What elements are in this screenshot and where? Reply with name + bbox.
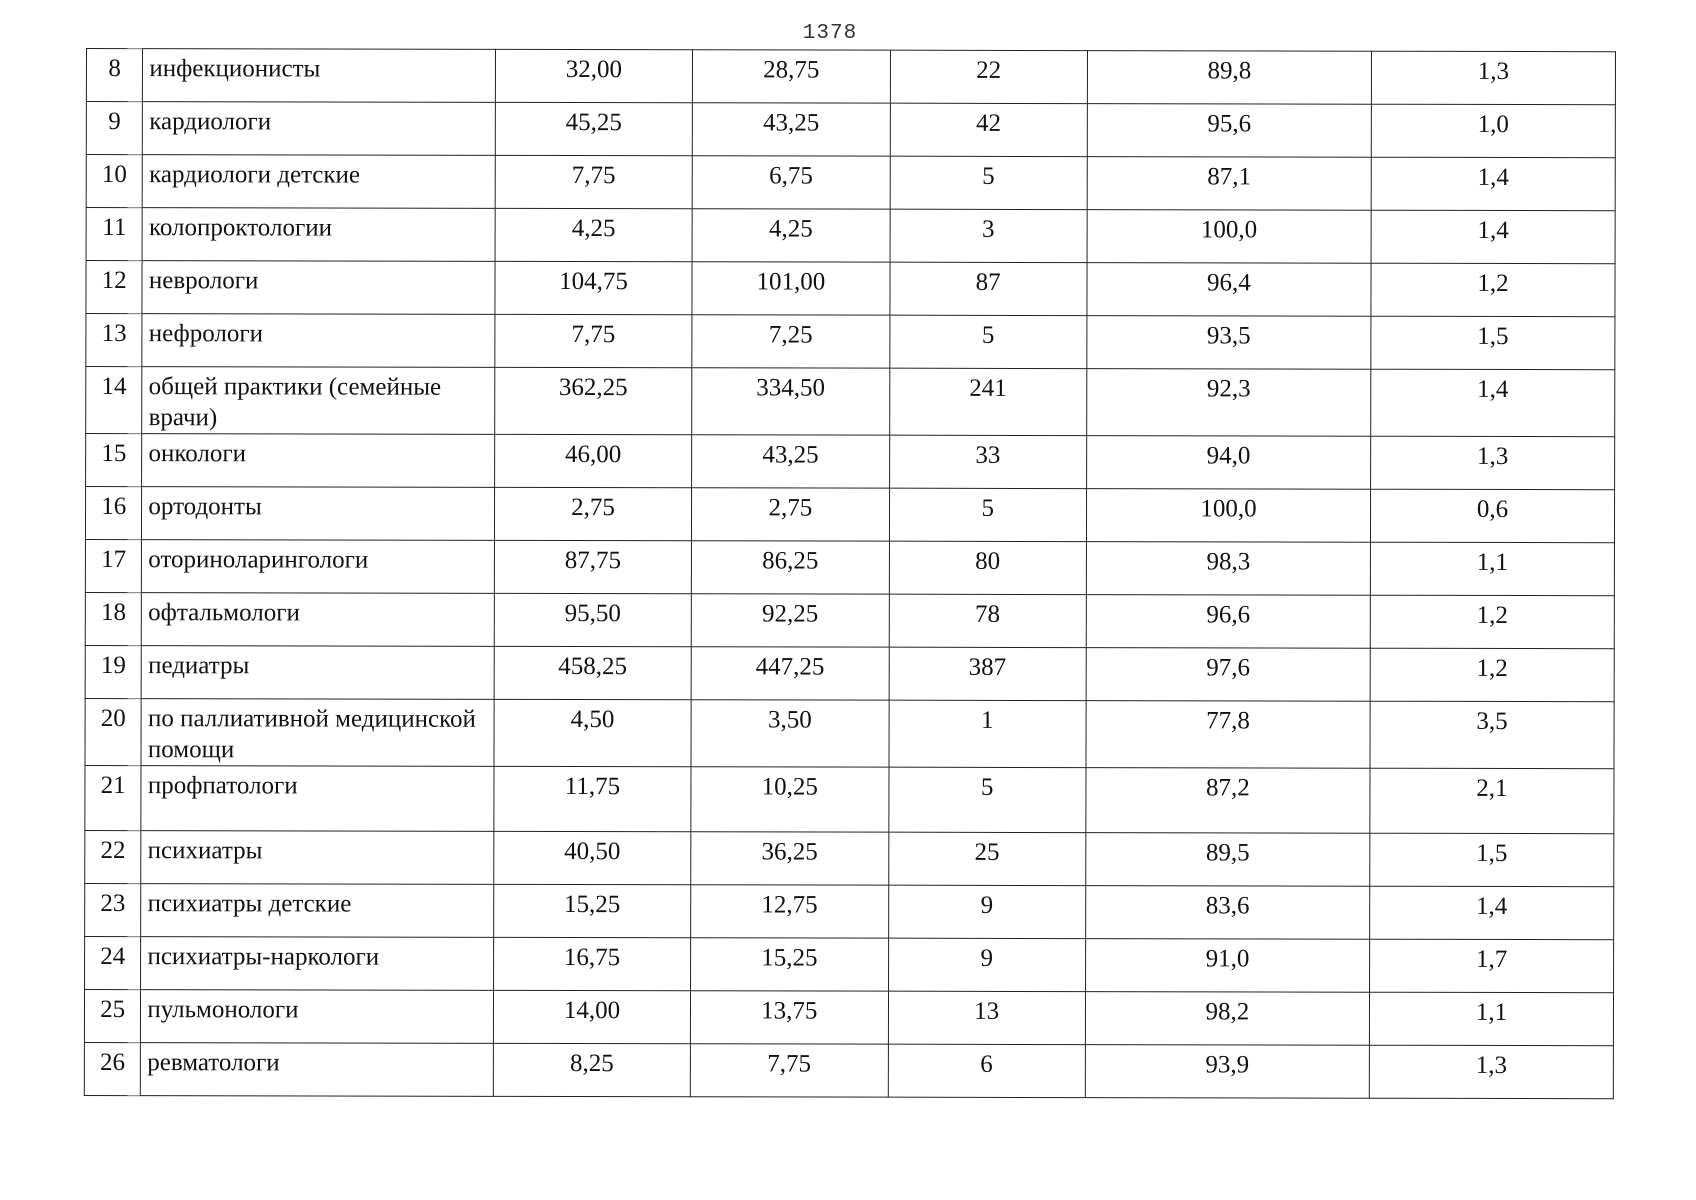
table-row [85, 698, 1614, 768]
value-cell-5: 1,5 [1371, 316, 1615, 370]
value-cell-5: 1,0 [1371, 104, 1615, 158]
row-number-cell: 24 [85, 936, 141, 989]
table-row [86, 155, 1615, 211]
page-number: 1378 [802, 22, 858, 45]
value-cell-3: 33 [889, 435, 1086, 488]
specialty-name-cell: кардиологи [143, 102, 496, 156]
value-cell-5: 1,4 [1370, 886, 1614, 940]
row-number-cell: 23 [85, 883, 141, 936]
value-cell-2: 10,25 [691, 767, 888, 832]
row-number-cell: 20 [85, 698, 142, 765]
value-cell-3: 5 [890, 156, 1087, 209]
value-cell-4: 89,5 [1086, 833, 1370, 887]
row-number-cell: 16 [85, 487, 141, 540]
value-cell-5: 1,5 [1370, 833, 1614, 887]
table-row [85, 830, 1614, 886]
value-cell-2: 6,75 [692, 156, 889, 209]
value-cell-5: 1,4 [1371, 157, 1615, 211]
value-cell-1: 46,00 [494, 434, 691, 487]
specialty-name-cell: нефрологи [142, 314, 495, 368]
value-cell-1: 40,50 [494, 831, 691, 884]
table-row [85, 883, 1614, 939]
specialty-name-cell: общей практики (семейные врачи) [142, 367, 495, 435]
value-cell-2: 7,25 [692, 315, 889, 368]
data-table [84, 48, 1616, 1099]
value-cell-3: 6 [888, 1044, 1085, 1097]
table-row [86, 102, 1615, 158]
specialty-name-cell: неврологи [142, 261, 495, 315]
value-cell-2: 7,75 [690, 1044, 887, 1097]
value-cell-4: 92,3 [1087, 369, 1371, 437]
row-number-cell: 15 [86, 434, 142, 487]
row-number-cell: 13 [86, 314, 142, 367]
value-cell-5: 1,4 [1371, 210, 1615, 264]
value-cell-1: 45,25 [495, 102, 692, 155]
value-cell-1: 87,75 [494, 540, 691, 593]
value-cell-4: 96,6 [1086, 595, 1370, 649]
value-cell-1: 11,75 [494, 766, 691, 831]
value-cell-5: 3,5 [1370, 701, 1614, 769]
specialty-name-cell: пульмонологи [141, 990, 494, 1044]
value-cell-4: 83,6 [1086, 886, 1370, 940]
value-cell-5: 1,4 [1371, 369, 1615, 437]
value-cell-3: 9 [888, 885, 1085, 938]
value-cell-4: 94,0 [1086, 436, 1370, 490]
value-cell-4: 97,6 [1086, 648, 1370, 702]
value-cell-2: 13,75 [691, 991, 888, 1044]
value-cell-2: 86,25 [692, 541, 889, 594]
value-cell-1: 4,25 [495, 208, 692, 261]
value-cell-3: 1 [889, 700, 1086, 767]
value-cell-3: 5 [888, 767, 1085, 832]
table-row [85, 765, 1614, 833]
row-number-cell: 18 [85, 592, 141, 645]
row-number-cell: 8 [86, 49, 142, 102]
value-cell-3: 241 [889, 368, 1086, 435]
value-cell-3: 5 [889, 488, 1086, 541]
table-row [86, 434, 1615, 490]
value-cell-2: 15,25 [691, 938, 888, 991]
value-cell-4: 96,4 [1087, 263, 1371, 317]
value-cell-2: 36,25 [691, 832, 888, 885]
specialty-name-cell: ортодонты [142, 487, 495, 541]
value-cell-4: 93,9 [1085, 1045, 1369, 1099]
table-row [85, 645, 1614, 701]
row-number-cell: 12 [86, 261, 142, 314]
table-row [86, 49, 1615, 105]
specialty-name-cell: колопроктологии [142, 208, 495, 262]
specialty-name-cell: онкологи [142, 434, 495, 488]
value-cell-4: 77,8 [1086, 701, 1370, 769]
table-body [84, 49, 1615, 1099]
value-cell-1: 4,50 [494, 699, 691, 766]
value-cell-2: 447,25 [691, 647, 888, 700]
value-cell-4: 91,0 [1085, 939, 1369, 993]
value-cell-3: 42 [890, 103, 1087, 156]
value-cell-5: 1,1 [1369, 992, 1613, 1046]
row-number-cell: 17 [85, 539, 141, 592]
table-row [85, 592, 1614, 648]
value-cell-1: 32,00 [495, 49, 692, 102]
specialty-name-cell: кардиологи детские [143, 155, 496, 209]
value-cell-2: 3,50 [691, 700, 888, 767]
value-cell-5: 1,3 [1371, 436, 1615, 490]
specialty-name-cell: по паллиативной медицинской помощи [141, 699, 494, 767]
value-cell-3: 78 [889, 594, 1086, 647]
value-cell-2: 12,75 [691, 885, 888, 938]
value-cell-5: 1,7 [1370, 939, 1614, 993]
row-number-cell: 25 [84, 989, 140, 1042]
specialty-name-cell: оториноларингологи [142, 540, 495, 594]
table-row [85, 487, 1614, 543]
row-number-cell: 21 [85, 765, 142, 830]
specialty-name-cell: ревматологи [141, 1043, 494, 1097]
value-cell-1: 16,75 [493, 937, 690, 990]
value-cell-1: 15,25 [493, 884, 690, 937]
value-cell-2: 28,75 [693, 50, 890, 103]
value-cell-1: 8,25 [493, 1043, 690, 1096]
value-cell-1: 104,75 [495, 261, 692, 314]
specialty-name-cell: профпатологи [141, 766, 494, 832]
table-row [84, 989, 1613, 1045]
value-cell-3: 13 [888, 991, 1085, 1044]
specialty-name-cell: инфекционисты [143, 49, 496, 103]
value-cell-2: 101,00 [692, 262, 889, 315]
row-number-cell: 9 [86, 102, 142, 155]
value-cell-2: 2,75 [692, 488, 889, 541]
table-row [86, 208, 1615, 264]
value-cell-4: 89,8 [1087, 51, 1371, 105]
value-cell-2: 43,25 [692, 435, 889, 488]
value-cell-1: 362,25 [494, 367, 691, 434]
row-number-cell: 11 [86, 208, 142, 261]
value-cell-3: 9 [888, 938, 1085, 991]
value-cell-5: 1,2 [1371, 263, 1615, 317]
value-cell-5: 2,1 [1370, 768, 1614, 834]
value-cell-5: 0,6 [1370, 489, 1614, 543]
row-number-cell: 26 [84, 1042, 140, 1095]
value-cell-2: 43,25 [692, 103, 889, 156]
table-row [85, 539, 1614, 595]
value-cell-3: 87 [889, 262, 1086, 315]
value-cell-1: 2,75 [494, 487, 691, 540]
value-cell-1: 14,00 [493, 990, 690, 1043]
specialty-name-cell: психиатры-наркологи [141, 937, 494, 991]
value-cell-2: 4,25 [692, 209, 889, 262]
value-cell-4: 87,1 [1087, 157, 1371, 211]
table-row [85, 936, 1614, 992]
value-cell-5: 1,3 [1369, 1045, 1613, 1099]
value-cell-1: 95,50 [494, 593, 691, 646]
value-cell-1: 7,75 [495, 155, 692, 208]
specialty-name-cell: офтальмологи [142, 593, 495, 647]
value-cell-3: 22 [890, 50, 1087, 103]
data-table-container [84, 48, 1616, 1099]
value-cell-1: 7,75 [495, 314, 692, 367]
value-cell-3: 25 [888, 832, 1085, 885]
value-cell-4: 98,3 [1086, 542, 1370, 596]
value-cell-2: 334,50 [692, 368, 889, 435]
specialty-name-cell: психиатры детские [141, 884, 494, 938]
row-number-cell: 10 [86, 155, 142, 208]
value-cell-3: 387 [889, 647, 1086, 700]
row-number-cell: 19 [85, 645, 141, 698]
table-row [86, 314, 1615, 370]
value-cell-3: 80 [889, 541, 1086, 594]
value-cell-1: 458,25 [494, 646, 691, 699]
value-cell-4: 95,6 [1087, 104, 1371, 158]
value-cell-5: 1,1 [1370, 542, 1614, 596]
value-cell-4: 98,2 [1085, 992, 1369, 1046]
specialty-name-cell: психиатры [141, 831, 494, 885]
value-cell-2: 92,25 [691, 594, 888, 647]
table-row [86, 261, 1615, 317]
value-cell-4: 93,5 [1087, 316, 1371, 370]
specialty-name-cell: педиатры [142, 646, 495, 700]
table-row [84, 1042, 1613, 1098]
value-cell-5: 1,2 [1370, 648, 1614, 702]
value-cell-4: 100,0 [1086, 489, 1370, 543]
row-number-cell: 14 [86, 367, 143, 434]
value-cell-3: 3 [890, 209, 1087, 262]
value-cell-3: 5 [889, 315, 1086, 368]
table-row [86, 367, 1615, 437]
value-cell-5: 1,3 [1371, 51, 1615, 105]
value-cell-4: 100,0 [1087, 210, 1371, 264]
value-cell-5: 1,2 [1370, 595, 1614, 649]
row-number-cell: 22 [85, 830, 141, 883]
value-cell-4: 87,2 [1086, 768, 1370, 834]
